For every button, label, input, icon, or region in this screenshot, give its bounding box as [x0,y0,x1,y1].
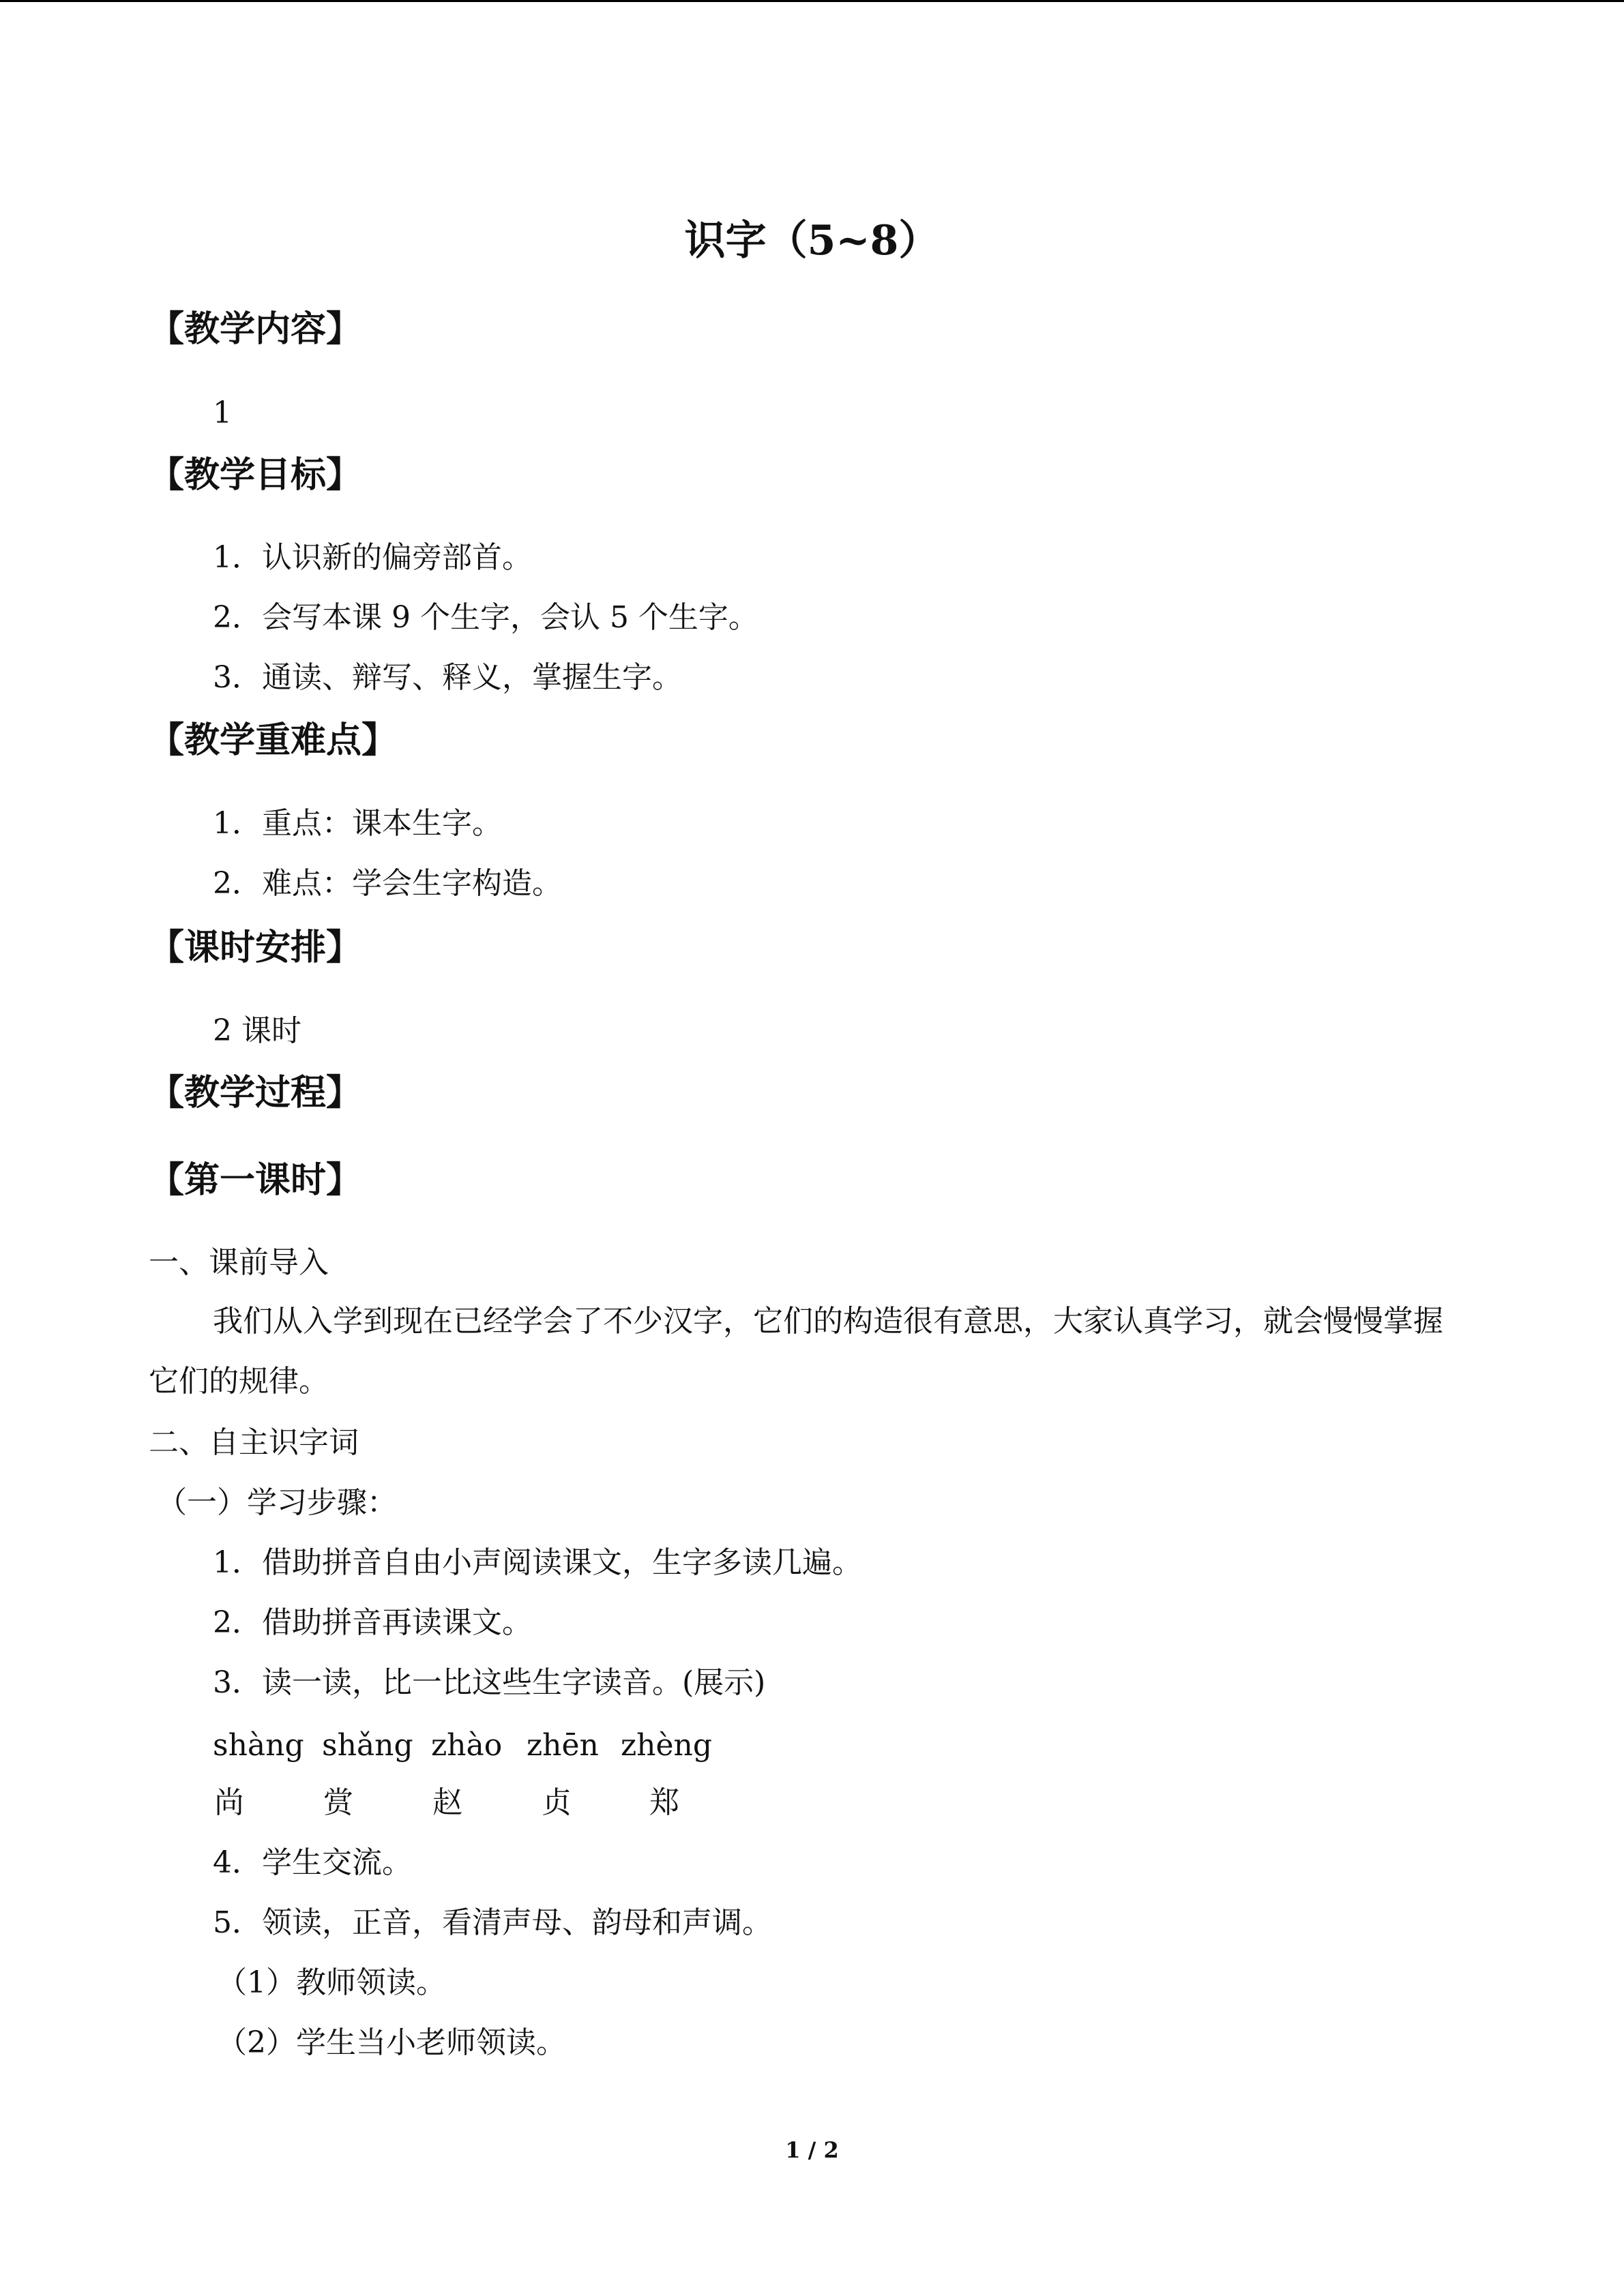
document-title: 识字（5~8） [684,217,940,265]
pinyin-word: zhào [431,1728,503,1763]
pinyin-word: shǎng [322,1728,413,1763]
step-item: 1．借助拼音自由小声阅读课文，生字多读几遍。 [213,1545,862,1580]
heading-schedule: 【课时安排】 [149,927,362,968]
hanzi-character: 郑 [649,1785,679,1820]
goal-item: 1．认识新的偏旁部首。 [213,540,532,575]
heading-teaching-content: 【教学内容】 [149,309,362,350]
sub-step-item: （2）学生当小老师领读。 [217,2025,566,2060]
heading-teaching-goals: 【教学目标】 [149,455,362,496]
key-point-item: 1．重点：课本生字。 [213,806,502,841]
section-title: 一、课前导入 [149,1245,329,1280]
intro-paragraph: 我们从入学到现在已经学会了不少汉字，它们的构造很有意思，大家认真学习，就会慢慢掌握它们的规律。 [149,1304,1443,1399]
section-title: 二、自主识字词 [149,1425,359,1460]
heading-lesson-one: 【第一课时】 [149,1160,362,1201]
hanzi-character: 赵 [432,1785,462,1820]
hanzi-character: 赏 [323,1785,353,1820]
heading-teaching-process: 【教学过程】 [149,1073,362,1114]
pinyin-word: zhēn [527,1728,599,1763]
pinyin-word: zhèng [621,1728,713,1763]
schedule-value: 2 课时 [213,1013,301,1048]
goal-item: 2．会写本课 9 个生字，会认 5 个生字。 [213,600,758,635]
key-point-item: 2．难点：学会生字构造。 [213,866,562,901]
hanzi-character: 贞 [542,1785,572,1820]
pinyin-word: shàng [213,1728,304,1763]
step-item: 5．领读，正音，看清声母、韵母和声调。 [213,1905,772,1940]
step-item: 3．读一读，比一比这些生字读音。(展示) [213,1665,766,1700]
heading-key-points: 【教学重难点】 [149,720,398,761]
sub-step-item: （1）教师领读。 [217,1965,446,2000]
subsection-title: （一）学习步骤： [157,1485,397,1520]
teaching-content-value: 1 [213,396,232,430]
hanzi-row [213,1783,758,1823]
pinyin-row [213,1725,758,1766]
step-item: 4．学生交流。 [213,1845,412,1880]
step-item: 2．借助拼音再读课文。 [213,1605,532,1640]
hanzi-character: 尚 [214,1785,244,1820]
goal-item: 3．通读、辩写、释义，掌握生字。 [213,660,682,695]
page-number: 1 / 2 [785,2137,839,2163]
